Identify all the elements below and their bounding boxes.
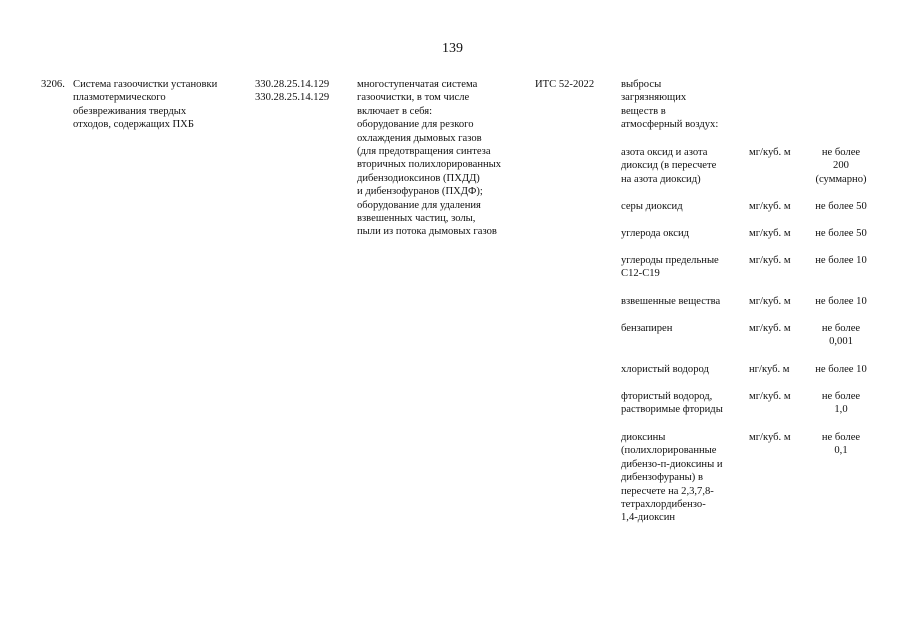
- pollutant-row: [0, 363, 905, 375]
- pollutant-row: [0, 390, 905, 416]
- pollutant-unit: мг/куб. м: [749, 228, 791, 239]
- pollutant-name: углероды предельные C12-C19: [621, 255, 719, 280]
- pollutant-unit: мг/куб. м: [749, 147, 791, 158]
- pollutant-row: [0, 431, 905, 524]
- pollutant-limit: не более 200 (суммарно): [815, 147, 867, 185]
- pollutant-limit: не более 50: [815, 228, 867, 239]
- pollutant-unit: нг/куб. м: [749, 364, 790, 375]
- pollutant-name: бензапирен: [621, 323, 673, 334]
- pollutant-name: азота оксид и азота диоксид (в пересчете на азота диоксид): [621, 147, 717, 185]
- equipment-description: многоступенчатая система газоочистки, в том числе включает в себя: оборудование для резкого охлаждения дымовых газов (для предотвращения синтеза вторичных полихлорированных дибензодиоксинов (ПХДД) и дибензофуранов (ПХДФ); оборудование для удаления взвешенных частиц, золы, пыли из потока дымовых газов: [357, 79, 502, 238]
- pollutant-name: серы диоксид: [621, 201, 683, 212]
- pollutant-row: [0, 200, 905, 212]
- pollutant-name: хлористый водород: [621, 364, 709, 375]
- pollutant-limit: не более 1,0: [821, 391, 861, 416]
- okpd-codes: 330.28.25.14.129 330.28.25.14.129: [255, 79, 330, 104]
- pollutant-limit: не более 10: [815, 296, 867, 307]
- page-number: 139: [442, 41, 463, 56]
- pollutant-row: [0, 146, 905, 185]
- pollutant-limit: не более 0,1: [821, 432, 861, 457]
- row-number: 3206.: [41, 79, 65, 90]
- emissions-group-label: выбросы загрязняющих веществ в атмосферный воздух:: [621, 79, 719, 131]
- pollutant-limit: не более 50: [815, 201, 867, 212]
- pollutant-name: углерода оксид: [621, 228, 690, 239]
- pollutant-name: диоксины (полихлорированные дибензо-п-диоксины и дибензофураны) в пересчете на 2,3,7,8- тетрахлордибензо- 1,4-диоксин: [621, 432, 723, 524]
- pollutant-name: взвешенные вещества: [621, 296, 721, 307]
- pollutant-unit: мг/куб. м: [749, 255, 791, 266]
- pollutant-limit: не более 10: [815, 255, 867, 266]
- pollutant-unit: мг/куб. м: [749, 201, 791, 212]
- its-reference: ИТС 52-2022: [535, 79, 595, 90]
- pollutant-name: фтористый водород, растворимые фториды: [621, 391, 723, 416]
- pollutant-row: [0, 227, 905, 239]
- pollutant-row: [0, 295, 905, 307]
- pollutant-limit: не более 10: [815, 364, 867, 375]
- equipment-name: Система газоочистки установки плазмотермического обезвреживания твердых отходов, содержащих ПХБ: [73, 79, 218, 131]
- pollutant-row: [0, 322, 905, 348]
- pollutant-unit: мг/куб. м: [749, 432, 791, 443]
- pollutant-limit: не более 0,001: [821, 323, 861, 348]
- pollutant-row: [0, 254, 905, 280]
- pollutant-unit: мг/куб. м: [749, 296, 791, 307]
- pollutant-unit: мг/куб. м: [749, 391, 791, 402]
- pollutant-unit: мг/куб. м: [749, 323, 791, 334]
